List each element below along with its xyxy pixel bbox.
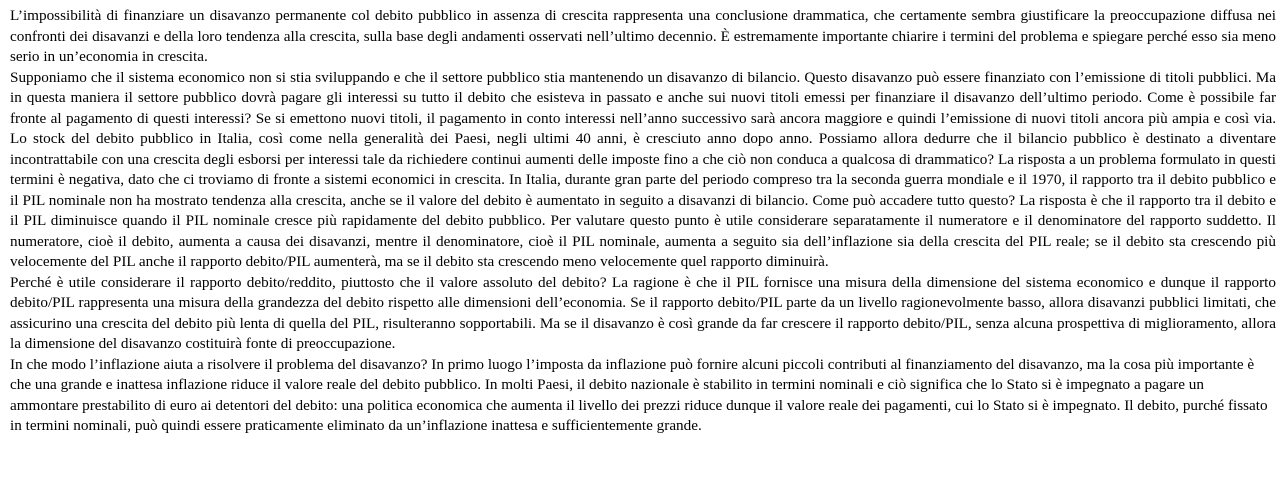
paragraph-1: L’impossibilità di finanziare un disavanzo permanente col debito pubblico in assenza di crescita rappresenta una conclusione drammatica, che certamente sembra giustificare la preoccupazione diffusa nei confronti dei disavanzi e della loro tendenza alla crescita, sulla base degli andamenti osservati nell’ultimo decennio. È estremamente importante chiarire i termini del problema e spiegare perché esso sia meno serio in un’economia in crescita.	[10, 7, 1276, 65]
paragraph-4: In che modo l’inflazione aiuta a risolvere il problema del disavanzo? In primo luogo l’imposta da inflazione può fornire alcuni piccoli contributi al finanziamento del disavanzo, ma la cosa più importante è che una grande e inattesa inflazione riduce il valore reale del debito pubblico. In molti Paesi, il debito nazionale è stabilito in termini nominali e ciò significa che lo Stato si è impegnato a pagare un ammontare prestabilito di euro ai detentori del debito: una politica economica che aumenta il livello dei prezzi riduce dunque il valore reale dei pagamenti, cui lo Stato si è impegnato. Il debito, purché fissato in termini nominali, può quindi essere praticamente eliminato da un’inflazione inattesa e sufficientemente grande.	[10, 355, 1268, 434]
paragraph-3: Perché è utile considerare il rapporto debito/reddito, piuttosto che il valore assoluto del debito? La ragione è che il PIL fornisce una misura della dimensione del sistema economico e dunque il rapporto debito/PIL rappresenta una misura della grandezza del debito rispetto alle dimensioni dell’economia. Se il rapporto debito/PIL parte da un livello ragionevolmente basso, allora disavanzi pubblici limitati, che assicurino una crescita del debito più lenta di quella del PIL, risulteranno sopportabili. Ma se il disavanzo è così grande da far crescere il rapporto debito/PIL, senza alcuna prospettiva di miglioramento, allora la dimensione del disavanzo costituirà fonte di preoccupazione.	[10, 273, 1276, 352]
paragraph-2: Supponiamo che il sistema economico non si stia sviluppando e che il settore pubblico stia mantenendo un disavanzo di bilancio. Questo disavanzo può essere finanziato con l’emissione di titoli pubblici. Ma in questa maniera il settore pubblico dovrà pagare gli interessi su tutto il debito che esisteva in passato e anche sui nuovi titoli emessi per finanziare il disavanzo dell’ultimo periodo. Come è possibile far fronte al pagamento di questi interessi? Se si emettono nuovi titoli, il pagamento in conto interessi nell’anno successivo sarà ancora maggiore e quindi l’emissione di nuovi titoli ancora più ampia e così via. Lo stock del debito pubblico in Italia, così come nella generalità dei Paesi, negli ultimi 40 anni, è cresciuto anno dopo anno. Possiamo allora dedurre che il bilancio pubblico è destinato a diventare incontrattabile con una crescita degli esborsi per interessi tale da richiedere continui aumenti delle imposte fino a che ciò non conduca a qualcosa di drammatico? La risposta a un problema formulato in questi termini è negativa, dato che ci troviamo di fronte a sistemi economici in crescita. In Italia, durante gran parte del periodo compreso tra la seconda guerra mondiale e il 1970, il rapporto tra il debito pubblico e il PIL nominale non ha mostrato tendenza alla crescita, anche se il valore del debito è aumentato in seguito a disavanzi di bilancio. Come può accadere tutto questo? La risposta è che il rapporto tra il debito e il PIL diminuisce quando il PIL nominale cresce più rapidamente del debito pubblico. Per valutare questo punto è utile considerare separatamente il numeratore e il denominatore del rapporto suddetto. Il numeratore, cioè il debito, aumenta a causa dei disavanzi, mentre il denominatore, cioè il PIL nominale, aumenta a seguito sia dell’inflazione sia della crescita del PIL reale; se il debito sta crescendo più velocemente del PIL anche il rapporto debito/PIL aumenterà, ma se il debito sta crescendo meno velocemente quel rapporto diminuirà.	[10, 68, 1276, 270]
